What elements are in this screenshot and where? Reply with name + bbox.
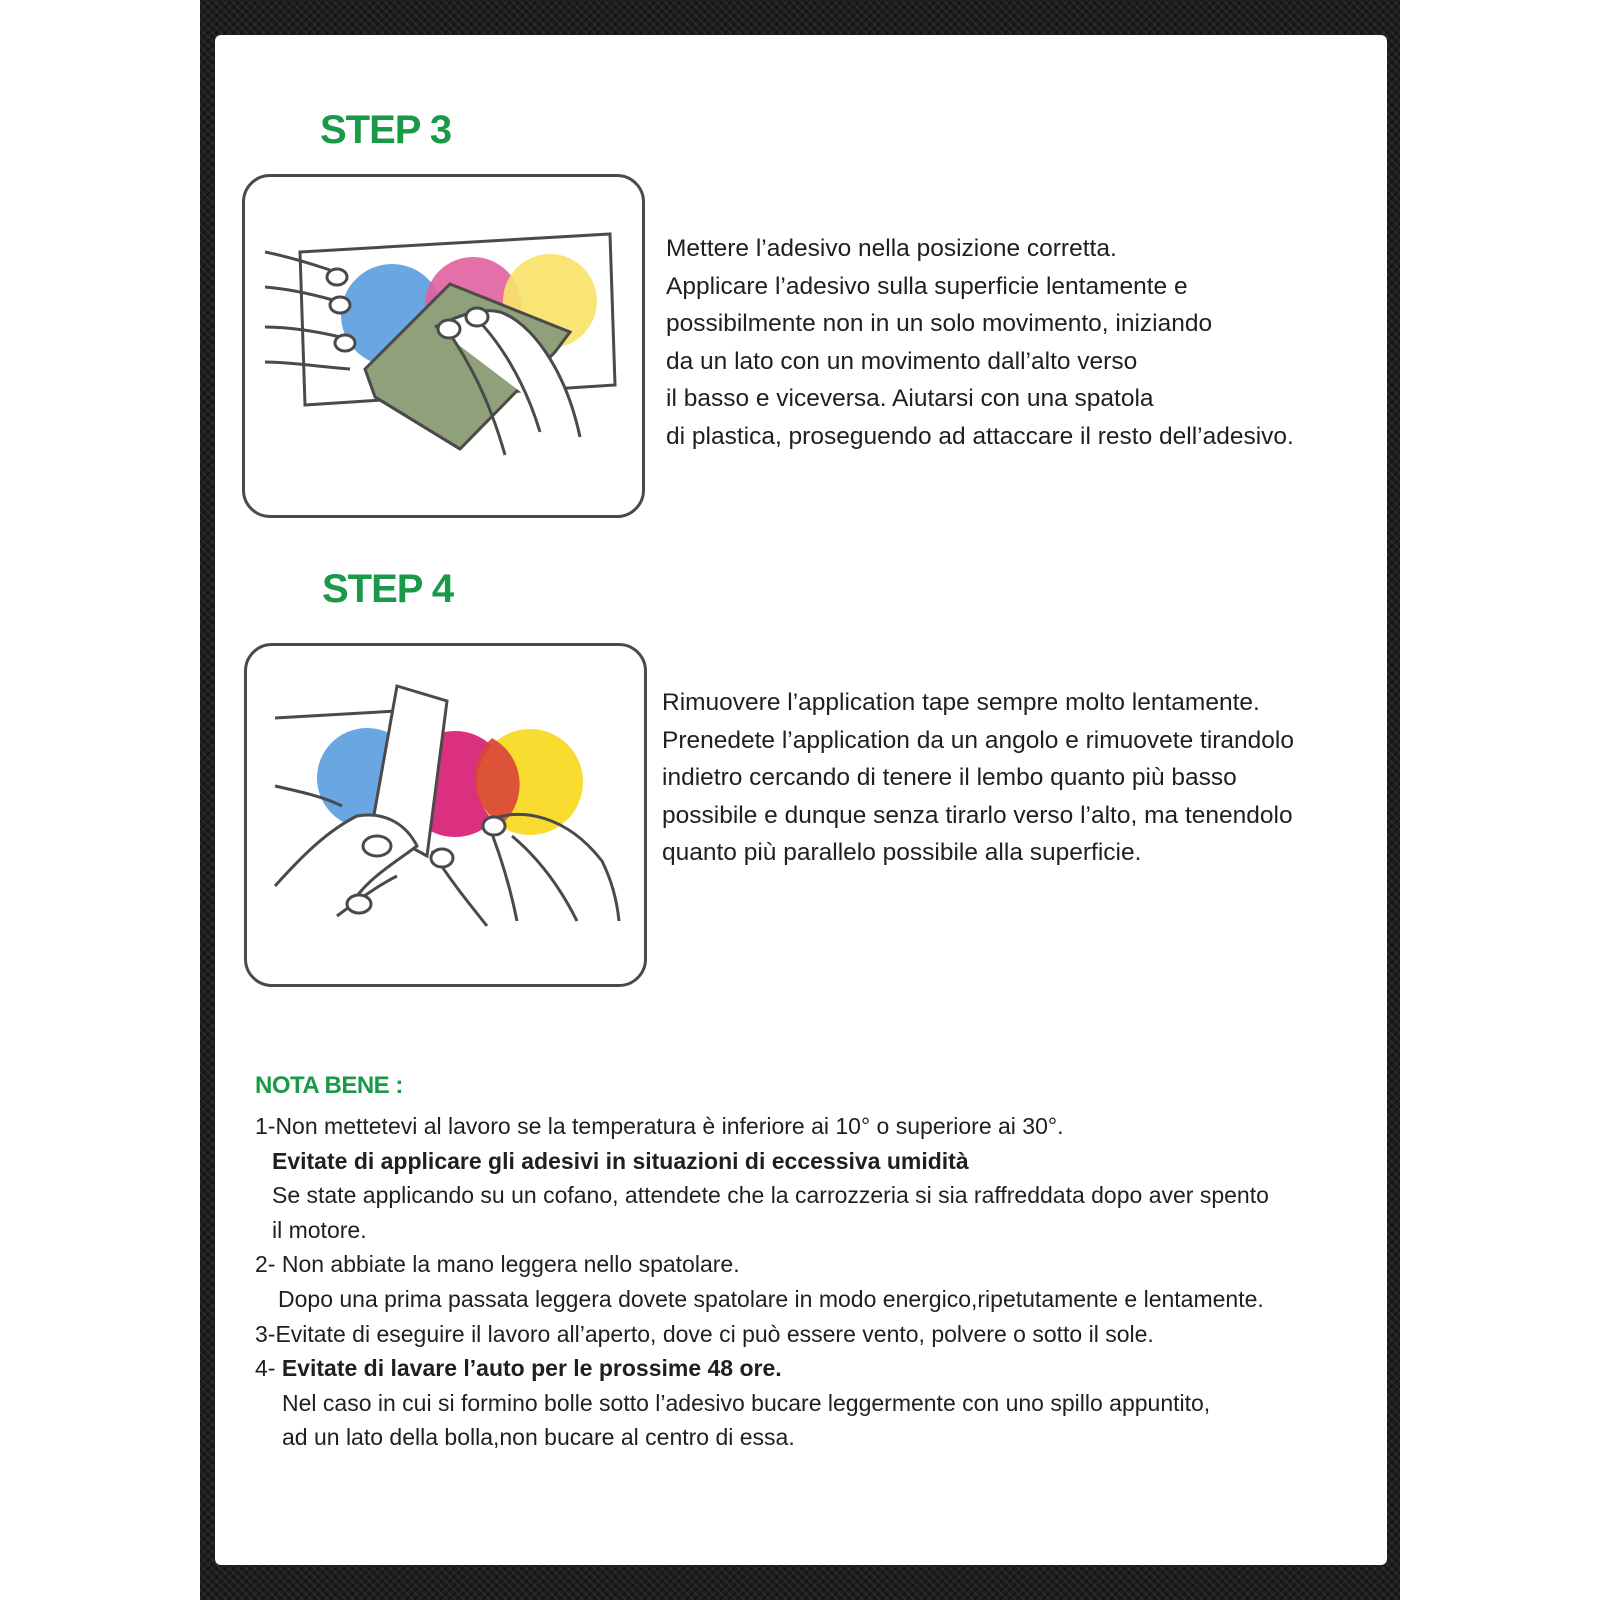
step4-line: Prenedete l’application da un angolo e rimuovete tirandolo — [662, 726, 1294, 754]
nota-bene-title: NOTA BENE : — [255, 1072, 403, 1099]
nota-line: Nel caso in cui si formino bolle sotto l’adesivo bucare leggermente con uno spillo appuntito, — [282, 1389, 1211, 1416]
squeegee-application-illustration — [245, 177, 642, 515]
nota-line-bold: Evitate di lavare l’auto per le prossime 48 ore. — [281, 1355, 782, 1382]
step3-line: possibilmente non in un solo movimento, iniziando — [666, 310, 1213, 337]
nota-line: il motore. — [272, 1216, 367, 1243]
nota-line: 3-Evitate di eseguire il lavoro all’aperto, dove ci può essere vento, polvere o sotto il sole. — [255, 1320, 1154, 1347]
nota-line — [255, 1351, 1365, 1386]
nota-line: ad un lato della bolla,non bucare al centro di essa. — [282, 1424, 795, 1451]
nota-line-bold: Evitate di applicare gli adesivi in situazioni di eccessiva umidità — [272, 1147, 969, 1174]
nota-line: Dopo una prima passata leggera dovete spatolare in modo energico,ripetutamente e lentamente. — [278, 1285, 1264, 1312]
step3-line: Mettere l’adesivo nella posizione corretta. — [666, 235, 1117, 262]
step3-title: STEP 3 — [320, 108, 452, 152]
step4-title: STEP 4 — [322, 567, 454, 611]
nota-line: 1-Non mettetevi al lavoro se la temperatura è inferiore ai 10° o superiore ai 30°. — [255, 1113, 1064, 1139]
step3-illustration — [242, 174, 645, 518]
tape-removal-illustration — [247, 646, 644, 984]
nota-line: Se state applicando su un cofano, attendete che la carrozzeria si sia raffreddata dopo aver spento — [272, 1182, 1269, 1209]
step4-description — [662, 684, 1294, 872]
nota-prefix: 4- — [255, 1355, 282, 1382]
step4-line: indietro cercando di tenere il lembo quanto più basso — [662, 764, 1237, 791]
step4-line: Rimuovere l’application tape sempre molto lentamente. — [662, 689, 1260, 716]
step3-line: il basso e viceversa. Aiutarsi con una spatola — [666, 385, 1154, 412]
step3-line: da un lato con un movimento dall’alto verso — [666, 347, 1138, 375]
step3-line: Applicare l’adesivo sulla superficie lentamente e — [666, 272, 1188, 300]
nota-bene-list — [255, 1109, 1365, 1455]
step3-description — [666, 230, 1294, 455]
step4-illustration — [244, 643, 647, 987]
step3-line: di plastica, proseguendo ad attaccare il resto dell’adesivo. — [666, 422, 1294, 450]
nota-line: 2- Non abbiate la mano leggera nello spatolare. — [255, 1251, 740, 1278]
step4-line: possibile e dunque senza tirarlo verso l’alto, ma tenendolo — [662, 801, 1293, 829]
step4-line: quanto più parallelo possibile alla superficie. — [662, 839, 1142, 866]
